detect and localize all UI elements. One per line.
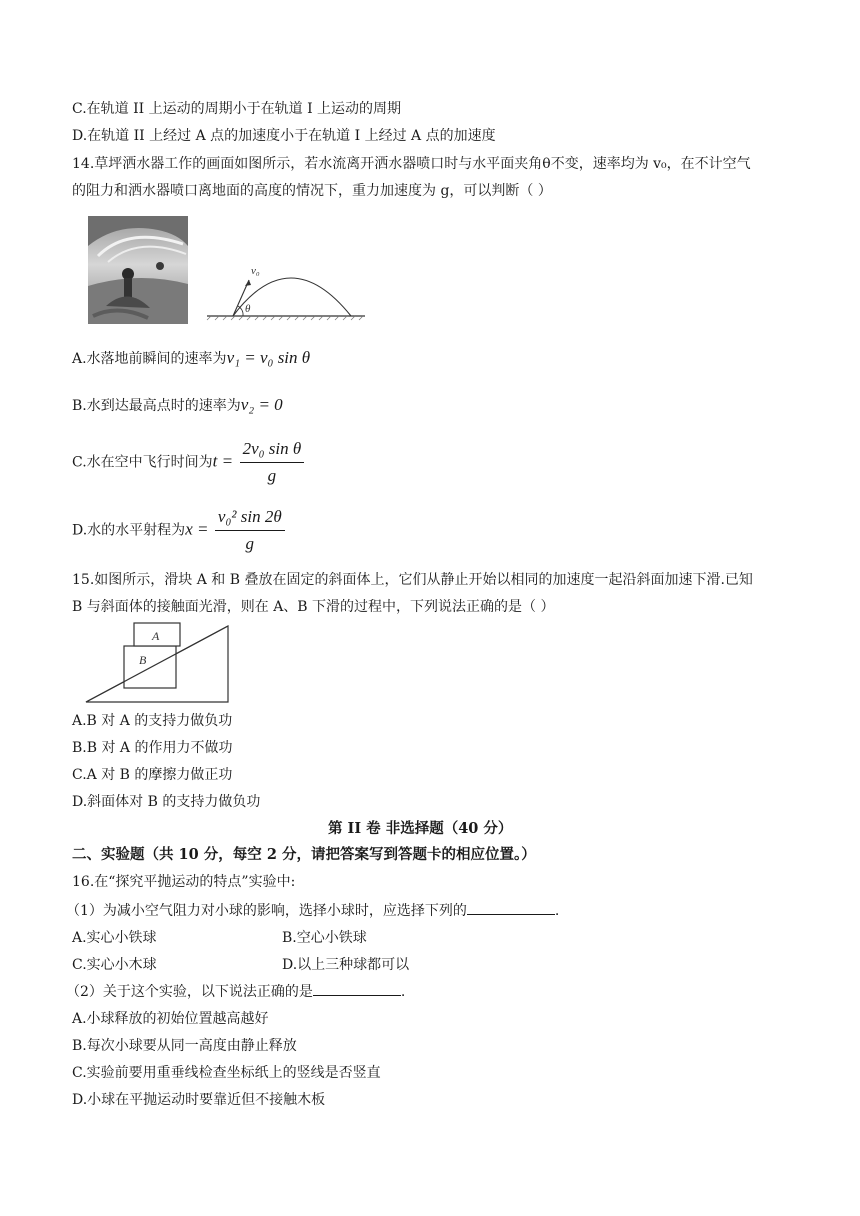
q16-p1-option-c: C.实心小木球 [72,957,157,973]
q16-p1-option-d: D.以上三种球都可以 [282,957,410,973]
q15-stem-line2: B 与斜面体的接触面光滑，则在 A、B 下滑的过程中，下列说法正确的是（ ） [72,599,555,615]
q16-p1-option-a: A.实心小铁球 [72,930,157,946]
q14-option-d-numerator: v₀² sin 2θ [215,506,285,531]
q14-option-c-denominator: g [267,466,277,485]
block-a-label: A [152,629,160,643]
q14-option-b-text: B.水到达最高点时的速率为 [72,398,241,414]
q14-option-d [72,506,287,555]
q16-stem: 16.在“探究平抛运动的特点”实验中: [72,874,296,890]
q16-part1: （1）为减小空气阻力对小球的影响，选择小球时，应选择下列的 . [66,903,560,919]
q16-p1-option-b: B.空心小铁球 [282,930,367,946]
q13-option-c: C.在轨道 II 上运动的周期小于在轨道 I 上运动的周期 [72,101,402,117]
q14-option-d-denominator: g [245,534,255,553]
q14-option-a-text: A.水落地前瞬间的速率为 [72,351,227,367]
block-b-label: B [139,653,147,667]
section-heading: 二、实验题（共 10 分，每空 2 分，请把答案写到答题卡的相应位置。） [72,846,536,863]
trajectory-diagram [205,256,370,322]
q16-p2-option-b: B.每次小球要从同一高度由静止释放 [72,1038,297,1054]
q14-stem-line2: 的阻力和洒水器喷口离地面的高度的情况下，重力加速度为 g，可以判断（ ） [72,183,552,199]
q14-option-b [72,396,283,415]
q14-option-c-numerator: 2v₀ sin θ [240,438,305,463]
ground-hatching [207,316,363,320]
q16-part2-text: （2）关于这个实验，以下说法正确的是 [66,984,313,1000]
q14-option-c-text: C.水在空中飞行时间为 [72,454,213,471]
q14-option-c-fraction [240,438,305,487]
q14-option-d-text: D.水的水平射程为 [72,522,186,539]
angle-arc [238,306,243,316]
sprinkler-photo [88,216,188,324]
q15-option-d: D.斜面体对 B 的支持力做负功 [72,794,261,810]
v0-label: v₀ [251,265,260,277]
q16-part2: （2）关于这个实验，以下说法正确的是 . [66,984,406,1000]
q14-stem-line1: 14.草坪洒水器工作的画面如图所示，若水流离开洒水器喷口时与水平面夹角θ不变，速率均为 v₀，在不计空气 [72,156,751,172]
incline-diagram [84,620,234,706]
q16-p2-option-c: C.实验前要用重垂线检查坐标纸上的竖线是否竖直 [72,1065,381,1081]
q15-stem-line1: 15.如图所示，滑块 A 和 B 叠放在固定的斜面体上，它们从静止开始以相同的加速度一起沿斜面加速下滑.已知 [72,572,753,588]
q15-option-c: C.A 对 B 的摩擦力做正功 [72,767,233,783]
q16-part1-text: （1）为减小空气阻力对小球的影响，选择小球时，应选择下列的 [66,903,467,919]
q16-p2-option-a: A.小球释放的初始位置越高越好 [72,1011,269,1027]
q15-option-a: A.B 对 A 的支持力做负功 [72,713,233,729]
q14-option-b-formula: v₂ = 0 [240,395,283,414]
q14-option-d-lhs: x = [185,519,209,539]
q14-option-a-formula: v₁ = v₀ sin θ [226,348,311,367]
section-title: 第 II 卷 非选择题（40 分） [328,820,513,837]
answer-blank[interactable] [467,902,555,915]
q16-p2-option-d: D.小球在平抛运动时要靠近但不接触木板 [72,1092,326,1108]
theta-label: θ [245,303,251,315]
q14-option-a [72,349,310,368]
q15-option-b: B.B 对 A 的作用力不做功 [72,740,233,756]
answer-blank[interactable] [313,983,401,996]
parabola-path [233,278,351,316]
q14-option-c [72,438,306,487]
q13-option-d: D.在轨道 II 上经过 A 点的加速度小于在轨道 I 上经过 A 点的加速度 [72,128,496,144]
q14-option-c-lhs: t = [212,451,234,471]
block-b [124,646,176,688]
q14-option-d-fraction [215,506,285,555]
